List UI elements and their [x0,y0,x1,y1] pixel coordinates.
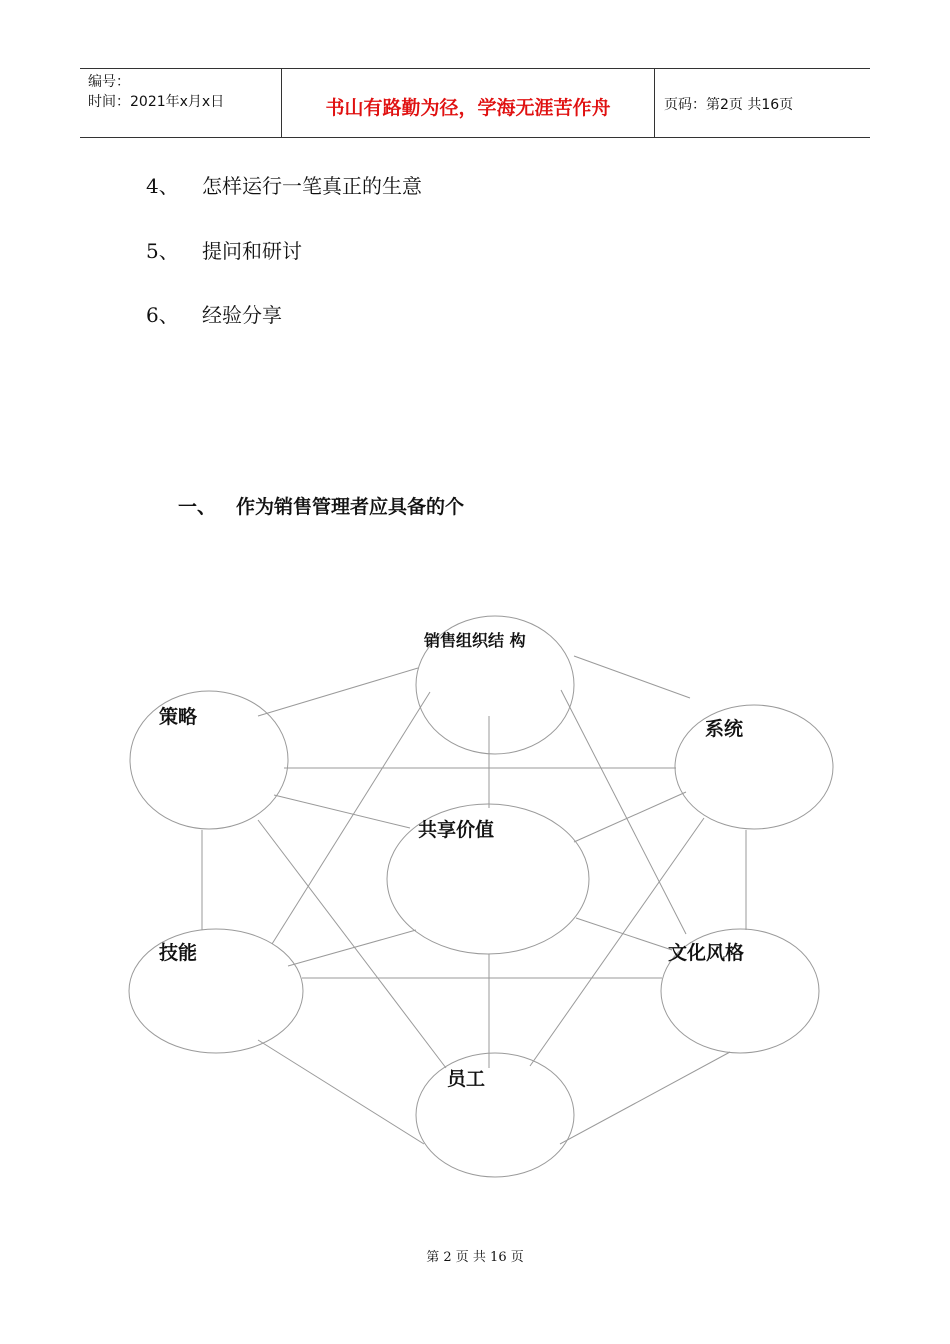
header-page-info: 页码：第2页 共16页 [664,97,794,113]
node-left-upper-circle [130,691,288,829]
connector-line [574,792,686,842]
list-item-number: 6、 [146,303,179,327]
connector-line [576,918,672,950]
connector-line [258,668,418,716]
node-left-lower-circle [129,929,303,1053]
connector-line [274,795,410,828]
node-label-left-lower: 技能 [159,942,198,964]
node-label-left-upper: 策略 [159,706,198,728]
node-right-upper-circle [675,705,833,829]
header-motto: 书山有路勤为径，学海无涯苦作舟 [325,97,611,119]
node-label-right-lower: 文化风格 [668,942,745,964]
section-number: 一、 [178,496,217,518]
connector-line [561,690,686,934]
connector-line [258,1040,424,1144]
connector-line [258,820,446,1068]
list-item-number: 5、 [146,239,179,263]
list-item-text: 经验分享 [202,303,282,327]
page-footer: 第 2 页 共 16 页 [426,1250,524,1265]
node-bottom-circle [416,1053,574,1177]
connector-line [288,930,416,966]
diagram-nodes [129,616,833,1177]
section-title: 作为销售管理者应具备的个 [236,496,465,518]
list-item-text: 提问和研讨 [202,239,302,263]
node-label-right-upper: 系统 [705,718,744,740]
connector-line [272,692,430,944]
connector-line [560,1052,730,1144]
node-label-center: 共享价值 [418,819,495,841]
header-date: 时间：2021年x月x日 [88,94,225,110]
node-label-bottom: 员工 [447,1068,486,1090]
node-label-top: 销售组织结 构 [424,631,526,650]
list-item-text: 怎样运行一笔真正的生意 [202,174,422,198]
connector-line [574,656,690,698]
list-item-number: 4、 [146,174,179,198]
header-number-label: 编号： [88,74,130,90]
